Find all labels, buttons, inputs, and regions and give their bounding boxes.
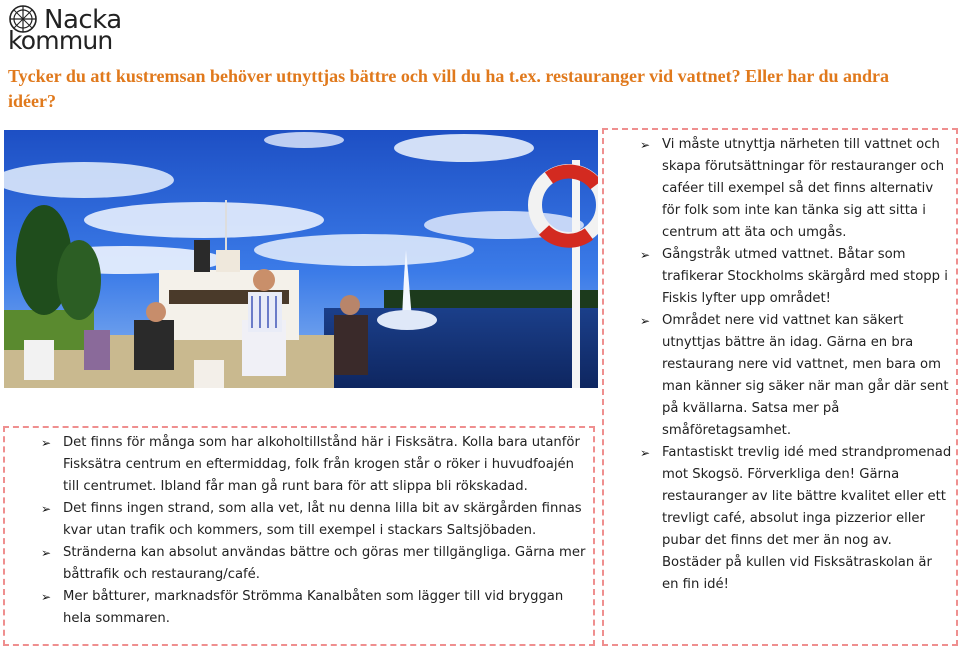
list-item-text: Fantastiskt trevlig idé med strandpromenad mot Skogsö. Förverkliga den! Gärna restauranger av lite bättre kvalitet eller ett trevligt café, absolut inga pizzerior eller pubar det finns det mer än nog av. Bostäder på kullen vid Fisksätraskolan är en fin idé! — [662, 445, 952, 592]
arrow-bullet-icon: ➢ — [41, 590, 52, 604]
arrow-bullet-icon: ➢ — [41, 546, 52, 560]
logo-text-nacka: Nacka — [44, 5, 122, 35]
arrow-bullet-icon: ➢ — [640, 314, 651, 328]
list-item — [9, 586, 587, 630]
arrow-bullet-icon: ➢ — [41, 436, 52, 450]
arrow-bullet-icon: ➢ — [640, 446, 651, 460]
page-headline: Tycker du att kustremsan behöver utnyttjas bättre och vill du ha t.ex. restauranger vid vattnet? Eller har du andra idéer? — [8, 66, 890, 111]
harbor-illustration — [4, 130, 598, 388]
arrow-bullet-icon: ➢ — [640, 138, 651, 152]
logo-text-kommun: kommun — [8, 26, 113, 55]
list-item-text: Mer båtturer, marknadsför Strömma Kanalbåten som lägger till vid bryggan hela sommaren. — [63, 589, 564, 626]
list-item — [608, 442, 952, 596]
list-item-text: Vi måste utnyttja närheten till vattnet och skapa förutsättningar för restauranger och caféer till exempel så det finns alternativ för folk som inte kan tänka sig att sitta i centrum att äta och umgås. — [662, 137, 945, 240]
left-comments-box — [3, 426, 595, 646]
arrow-bullet-icon: ➢ — [41, 502, 52, 516]
harbor-photo — [4, 130, 598, 388]
left-comments-list — [9, 432, 587, 630]
list-item-text: Det finns ingen strand, som alla vet, låt nu denna lilla bit av skärgården finnas kvar utan trafik och kommers, som till exempel i stackars Saltsjöbaden. — [63, 501, 582, 538]
list-item — [608, 244, 952, 310]
list-item — [608, 310, 952, 442]
list-item — [608, 134, 952, 244]
list-item-text: Området nere vid vattnet kan säkert utnyttjas bättre än idag. Gärna en bra restaurang nere vid vattnet, men bara om man känner sig säker när man går där sent på kvällarna. Satsa mer på småföretagsamhet. — [662, 313, 949, 438]
nacka-logo — [8, 4, 128, 55]
list-item — [9, 542, 587, 586]
arrow-bullet-icon: ➢ — [640, 248, 651, 262]
list-item — [9, 432, 587, 498]
right-comments-box — [602, 128, 958, 646]
list-item-text: Det finns för många som har alkoholtillstånd här i Fisksätra. Kolla bara utanför Fisksätra centrum en eftermiddag, folk från krogen står o röker i huvudfoajén till centrumet. Ibland får man gå runt bara för att slippa bli rökskadad. — [63, 435, 580, 494]
right-comments-list — [608, 134, 952, 596]
list-item — [9, 498, 587, 542]
list-item-text: Stränderna kan absolut användas bättre och göras mer tillgängliga. Gärna mer båttrafik och restaurang/café. — [63, 545, 586, 582]
list-item-text: Gångstråk utmed vattnet. Båtar som trafikerar Stockholms skärgård med stopp i Fiskis lyfter upp området! — [662, 247, 948, 306]
